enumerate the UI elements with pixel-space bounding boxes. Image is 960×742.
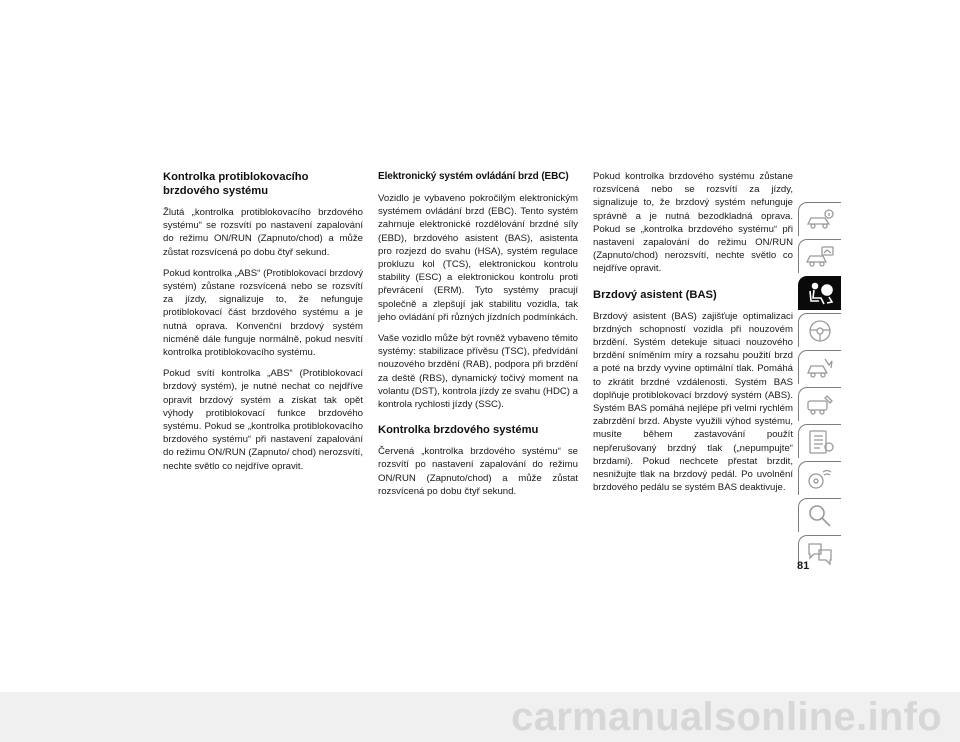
tab-emergency[interactable] bbox=[798, 350, 841, 384]
watermark-text: carmanualsonline.info bbox=[511, 694, 942, 739]
text-column-2 bbox=[378, 170, 578, 506]
car-cluster-icon bbox=[805, 244, 835, 270]
paragraph: Pokud kontrolka „ABS“ (Protiblokovací brzdový systém) zůstane rozsvícená nebo se rozsvítí za jízdy, signalizuje to, že nefunguje protiblokovací část brzdového systému a je nutná oprava. Konvenční brzdový systém nicméně dále funguje normálně, pokud nesvítí kontrolka protiblokovacího systému. bbox=[163, 267, 363, 359]
tab-index[interactable] bbox=[798, 498, 841, 532]
car-crash-icon bbox=[805, 355, 835, 381]
paragraph: Vaše vozidlo může být rovněž vybaveno těmito systémy: stabilizace přívěsu (TSC), předvídání nouzového brzdění (RAB), podpora při brzdění za deště (RBS), dynamický točivý moment na volantu (DST), kontrola jízdy ze svahu (HDC) a kontrola rychlosti jízdy (SSC). bbox=[378, 333, 578, 411]
paragraph: Červená „kontrolka brzdového systému“ se rozsvítí po nastavení zapalování do režimu ON/RUN (Zapnuto/chod) a může zůstat rozsvícená po dobu čtyř sekund. bbox=[378, 446, 578, 497]
tab-starting-driving[interactable] bbox=[798, 313, 841, 347]
paragraph: Vozidlo je vybaveno pokročilým elektronickým systémem ovládání brzd (EBC). Tento systém zahrnuje elektronické rozdělování brzdné síly (EBD), brzdového asistent (BAS), asistenta pro rozjezd do svahu (HSA), systém regulace prokluzu kol (TCS), elektronickou kontrolu stability (ESC) a elektronickou kontrolu proti převrácení (ERM). Tyto systémy pracují společně a zlepšují jak stabilitu vozidla, tak jeho ovládání při různých jízdních podmínkách. bbox=[378, 193, 578, 323]
checklist-icon bbox=[805, 429, 835, 455]
tab-safety[interactable] bbox=[798, 276, 841, 310]
multimedia-icon bbox=[805, 466, 835, 492]
heading-brake-warning-light: Kontrolka brzdového systému bbox=[378, 424, 539, 437]
paragraph: Žlutá „kontrolka protiblokovacího brzdového systému“ se rozsvítí po nastavení zapalování do režimu ON/RUN (Zapnuto/chod) a může zůstat rozsvícená po dobu čtyř sekund. bbox=[163, 207, 363, 258]
paragraph: Brzdový asistent (BAS) zajišťuje optimalizaci brzdných schopností vozidla při nouzovém brzdění. Systém detekuje situaci nouzového brzdění sníměním míry a rozsahu použití brzd a poté na brzdy vyvine optimální tlak. Pomáhá to zkrátit brzdné vzdálenosti. Systém BAS doplňuje protiblokovací brzdový systém (ABS). Systém BAS pomáhá nejlépe při velmi rychlém zabrzdění brzd. Abyste využili výhod systému, musíte během zastavování použít nepřerušovaný brzdný tlak („nepumpujte“ brzdami). Pokud nechcete přestat brzdit, nesnižujte tlak na brzdový pedál. Po uvolnění brzdového pedálu se systém BAS deaktivuje. bbox=[593, 310, 793, 494]
watermark-bar bbox=[0, 692, 960, 742]
search-index-icon bbox=[805, 503, 835, 529]
car-info-icon bbox=[805, 207, 835, 233]
tab-car-cluster[interactable] bbox=[798, 239, 841, 273]
paragraph: Pokud kontrolka brzdového systému zůstane rozsvícená nebo se rozsvítí za jízdy, signalizuje to, že brzdový systém nefunguje správně a je nutná bezodkladná oprava. Pokud se „kontrolka brzdového systému“ při nastavení zapalování do režimu ON/RUN (Zapnuto/chod) nerozsvítí, nechte světlo co nejdříve opravit. bbox=[593, 171, 793, 275]
steering-wheel-icon bbox=[805, 318, 835, 344]
text-column-3 bbox=[593, 170, 793, 502]
car-service-icon bbox=[805, 392, 835, 418]
text-column-1 bbox=[163, 170, 363, 481]
chapter-tabs bbox=[798, 202, 842, 572]
tab-specifications[interactable] bbox=[798, 424, 841, 458]
tab-multimedia[interactable] bbox=[798, 461, 841, 495]
paragraph: Pokud svítí kontrolka „ABS“ (Protiblokovací brzdový systém), je nutné nechat co nejdříve opravit brzdový systém a získat tak opět výhody protiblokovací funkce brzdového systému. Pokud se „kontrolka protiblokovacího brzdového systému“ při nastavení zapalování do režimu ON/RUN (Zapnuto/ chod) nerozsvítí, nechte světlo co nejdříve opravit. bbox=[163, 368, 363, 472]
page-number: 81 bbox=[797, 560, 810, 572]
heading-abs-warning-light: Kontrolka protiblokovacího brzdového systému bbox=[163, 171, 309, 197]
heading-ebc: Elektronický systém ovládání brzd (EBC) bbox=[378, 171, 569, 182]
airbag-seat-icon bbox=[805, 281, 835, 307]
tab-servicing[interactable] bbox=[798, 387, 841, 421]
language-icon bbox=[805, 540, 835, 566]
heading-brake-assist: Brzdový asistent (BAS) bbox=[593, 288, 717, 301]
tab-car-info[interactable] bbox=[798, 202, 841, 236]
